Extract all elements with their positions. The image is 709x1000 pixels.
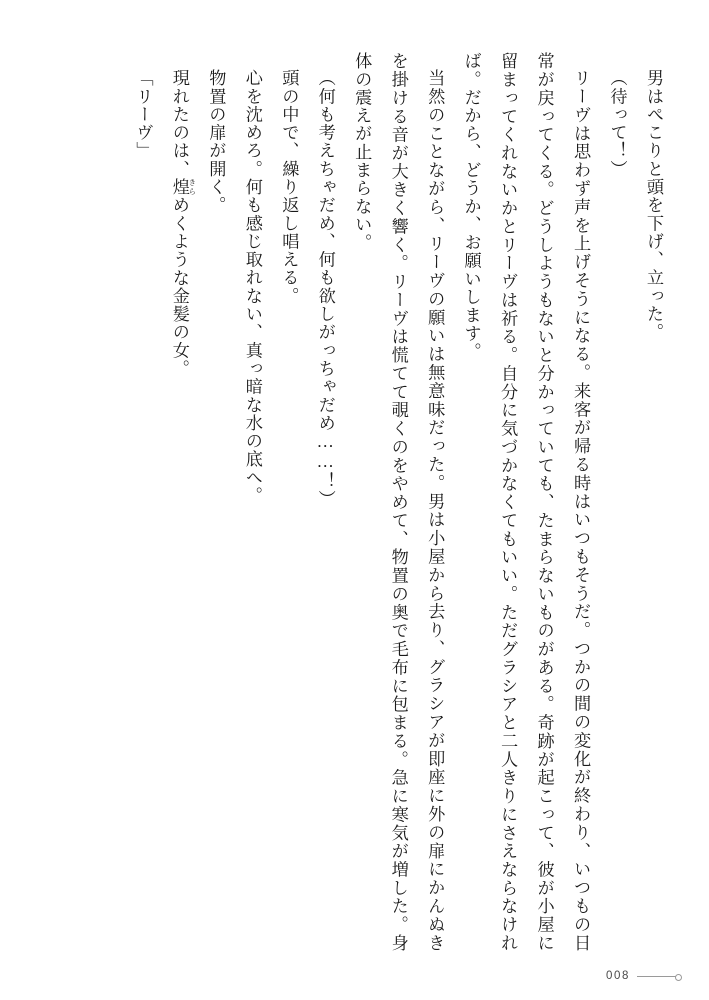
- paragraph: 男はぺこりと頭を下げ、立った。: [644, 69, 663, 342]
- paragraph-with-ruby: [160, 52, 196, 952]
- page-number: 008: [605, 970, 630, 982]
- paragraph: （何も考えちゃだめ、何も欲しがっちゃだめ……！）: [315, 69, 335, 509]
- paragraph: リーヴは思わず声を上げそうになる。来客が帰る時はいつもそうだ。つかの間の変化が終わり、いつもの日常が戻ってくる。どうしようもないと分かっていても、たまらないものがある。奇跡が起こって、彼が小屋に留まってくれないかとリーヴは祈る。自分に気づかなくてもいい。ただグラシアと二人きりにさえならなければ。だから、どうか、お願いします。: [461, 52, 591, 952]
- page-footer: [606, 970, 681, 982]
- paragraph: 頭の中で、繰り返し唱える。: [279, 69, 299, 306]
- ruby-annotation: [169, 178, 197, 197]
- ruby-suffix: めくような金髪の女。: [169, 196, 189, 378]
- vertical-text-body: [58, 52, 671, 952]
- paragraph: 物置の扉が開く。: [206, 69, 226, 215]
- paragraph: 「リーヴ」: [133, 69, 153, 160]
- paragraph: （待って！）: [607, 69, 627, 179]
- footer-rule-decoration: [637, 976, 681, 977]
- ruby-prefix: 現れたのは、: [169, 69, 189, 179]
- paragraph: 心を沈めろ。何も感じ取れない、真っ暗な水の底へ。: [242, 69, 262, 505]
- ruby-reading: きら: [188, 178, 197, 197]
- ruby-base: 煌: [169, 178, 189, 197]
- paragraph: 当然のことながら、リーヴの願いは無意味だった。男は小屋から去り、グラシアが即座に外の扉にかんぬきを掛ける音が大きく響く。リーヴは慌てて覗くのをやめて、物置の奥で毛布に包まる。急に寒気が増した。身体の震えが止まらない。: [352, 52, 445, 952]
